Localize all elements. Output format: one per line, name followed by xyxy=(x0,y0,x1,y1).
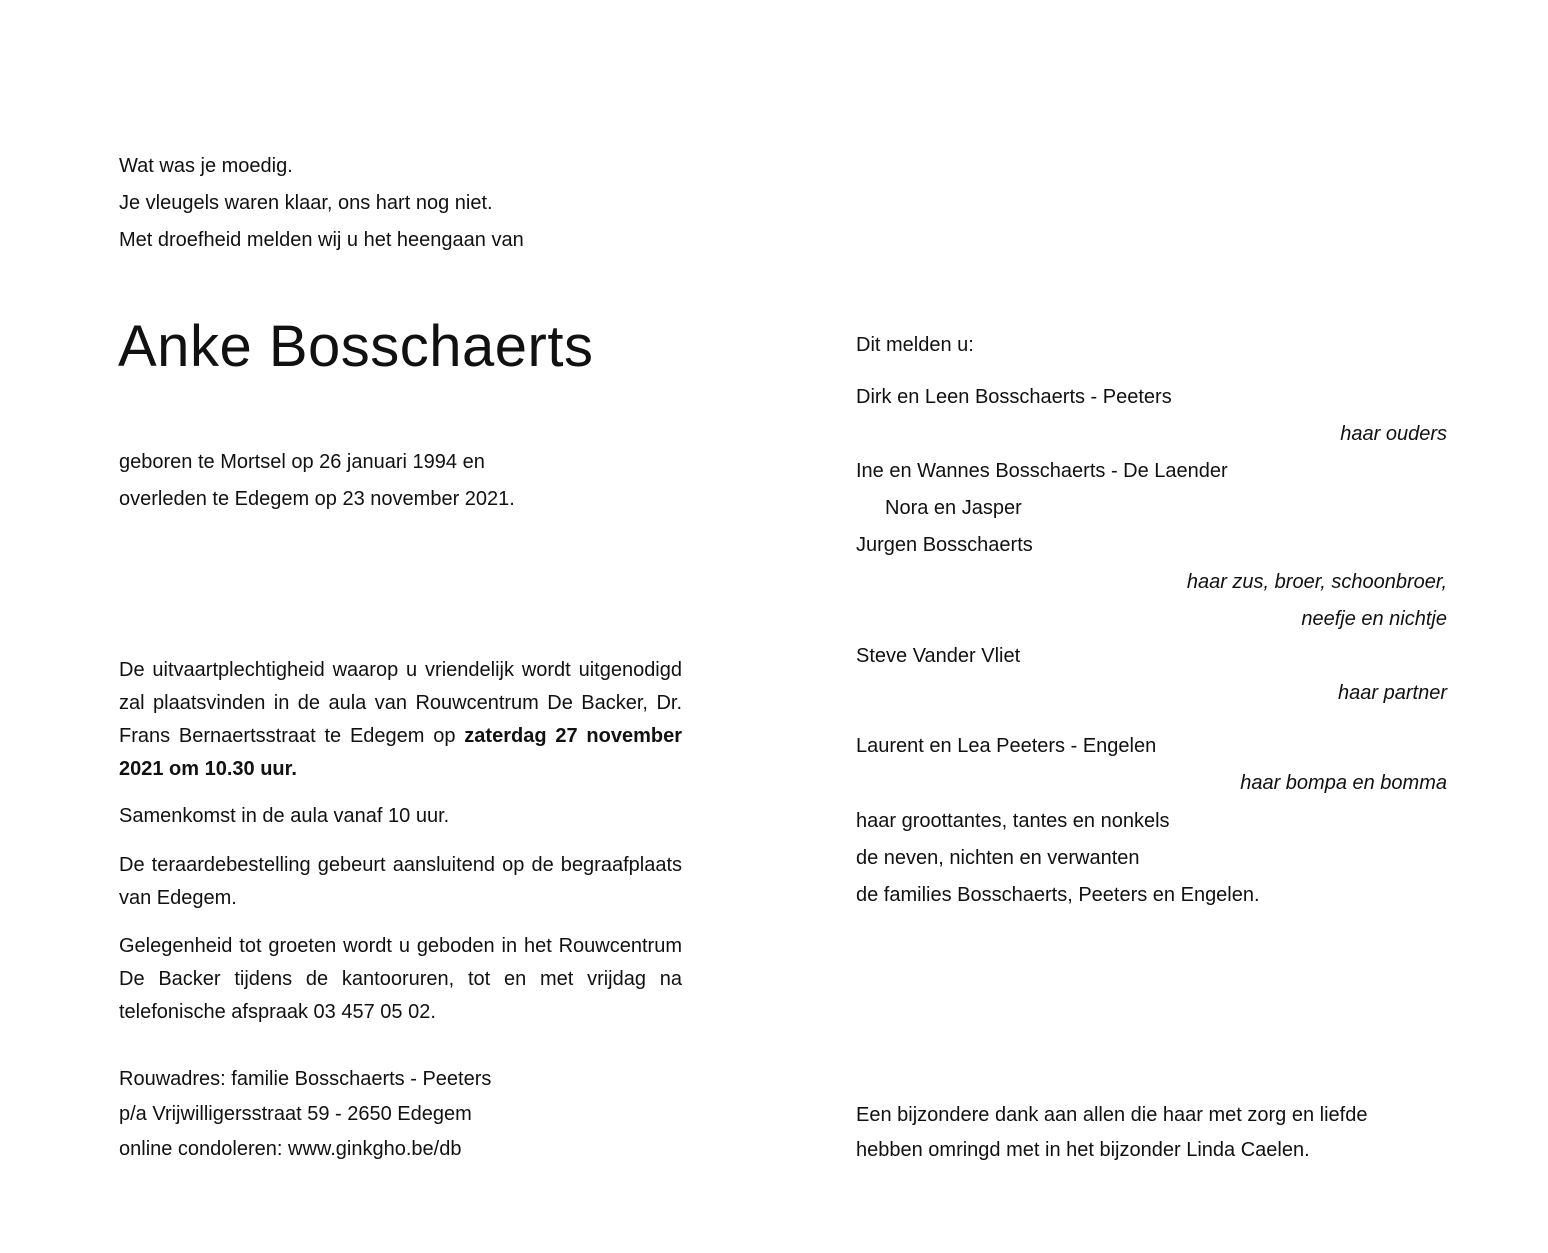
announcer: Ine en Wannes Bosschaerts - De Laender xyxy=(856,460,1228,482)
funeral-date: zaterdag 27 november 2021 om 10.30 uur. xyxy=(119,725,682,780)
address-line: p/a Vrijwilligersstraat 59 - 2650 Edegem xyxy=(119,1103,472,1125)
announcer: Dirk en Leen Bosschaerts - Peeters xyxy=(856,386,1172,408)
role: neefje en nichtje xyxy=(1301,608,1447,630)
intro-line: Met droefheid melden wij u het heengaan van xyxy=(119,229,524,251)
role: haar ouders xyxy=(1340,423,1447,445)
announcer: Laurent en Lea Peeters - Engelen xyxy=(856,735,1157,757)
death-line: overleden te Edegem op 23 november 2021. xyxy=(119,488,515,510)
role: haar zus, broer, schoonbroer, xyxy=(1186,571,1447,593)
intro-line: Wat was je moedig. xyxy=(119,155,293,177)
announcer: haar groottantes, tantes en nonkels xyxy=(856,810,1170,832)
role: haar bompa en bomma xyxy=(1240,772,1447,794)
deceased-name: Anke Bosschaerts xyxy=(118,314,594,379)
announcers-heading: Dit melden u: xyxy=(856,334,974,356)
announcer: Jurgen Bosschaerts xyxy=(856,534,1033,556)
funeral-paragraph xyxy=(119,654,682,786)
funeral-text: De uitvaartplechtigheid waarop u vriendelijk wordt uitgenodigd zal plaatsvinden in de aula van Rouwcentrum De Backer, Dr. Frans Bernaertsstraat te Edegem op xyxy=(119,659,682,747)
intro-line: Je vleugels waren klaar, ons hart nog niet. xyxy=(119,192,493,214)
announcer: de families Bosschaerts, Peeters en Engelen. xyxy=(856,884,1260,906)
burial-paragraph: De teraardebestelling gebeurt aansluitend op de begraafplaats van Edegem. xyxy=(119,854,682,909)
announcer: Nora en Jasper xyxy=(885,497,1022,519)
birth-line: geboren te Mortsel op 26 januari 1994 en xyxy=(119,451,485,473)
address-line: Rouwadres: familie Bosschaerts - Peeters xyxy=(119,1068,492,1090)
announcer: de neven, nichten en verwanten xyxy=(856,847,1140,869)
visitation-paragraph: Gelegenheid tot groeten wordt u geboden in het Rouwcentrum De Backer tijdens de kantooruren, tot en met vrijdag na telefonische afspraak 03 457 05 02. xyxy=(119,935,682,1023)
thanks-line: hebben omringd met in het bijzonder Linda Caelen. xyxy=(856,1139,1310,1161)
announcer: Steve Vander Vliet xyxy=(856,645,1021,667)
thanks-line: Een bijzondere dank aan allen die haar met zorg en liefde xyxy=(856,1104,1368,1126)
condolence-link[interactable]: online condoleren: www.ginkgho.be/db xyxy=(119,1138,462,1160)
role: haar partner xyxy=(1338,682,1447,704)
gathering-paragraph: Samenkomst in de aula vanaf 10 uur. xyxy=(119,805,450,827)
